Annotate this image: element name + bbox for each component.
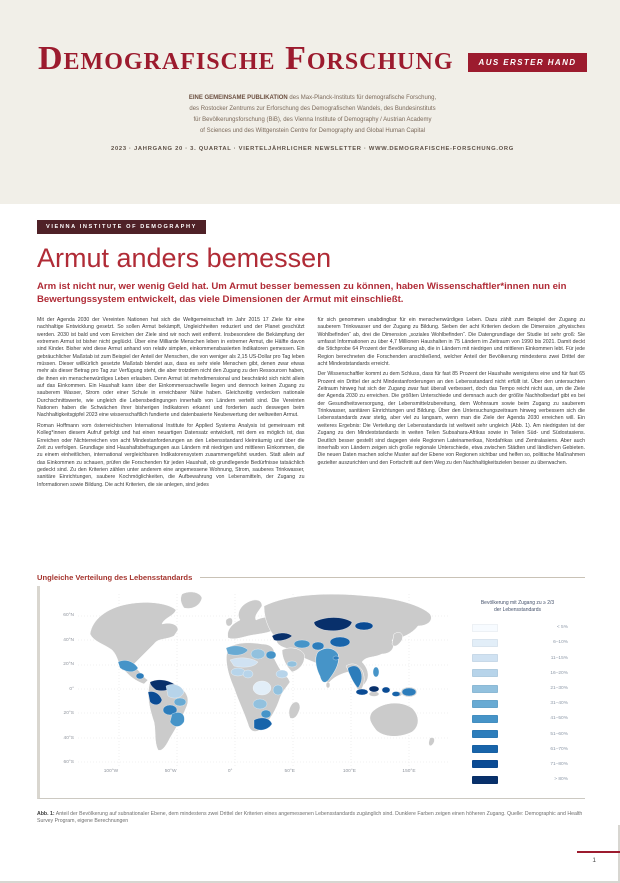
- y-axis-tick: 20°S: [63, 711, 74, 716]
- legend-item: [458, 651, 585, 666]
- paragraph: Roman Hoffmann vom österreichischen International Institute for Applied Systems Analysis ist gemeinsam mit Kolleg*innen diesem Aufruf gefolgt und hat einen neuartigen Datensatz entwickelt, mit dem es möglich ist, das Erreichen oder Nichterreichen von acht Mindestanforderungen an den Lebensstandard kleinräumig und über die Zeit zu verfolgen. Grundlage sind Haushaltsbefragungen aus Ländern mit niedrigen und mittleren Einkommen, die zu einem einheitlichen, international vergleichbaren Indikatorensystem zusammengeführt wurden. Statt allein auf das Einkommen zu schauen, prüfen die Forschenden für jeden Haushalt, ob grundlegende Bedürfnisse tatsächlich gedeckt sind. Zu den Kriterien zählen unter anderem eine angemessene Wohnung, Strom, sauberes Trinkwasser, sanitäre Einrichtungen, saubere Kochmöglichkeiten, die Aufbewahrung von Lebensmitteln, der Zugang zu Informationen sowie Bildung. Die acht Kriterien, die sie anlegen, sind jedes: [37, 422, 305, 488]
- aus-erster-hand-badge: AUS ERSTER HAND: [468, 53, 588, 72]
- legend-swatch: [472, 745, 498, 753]
- y-axis-tick: 60°S: [63, 760, 74, 765]
- map-region: [166, 684, 184, 698]
- map-region: [276, 670, 288, 678]
- legend-label: > 80%: [554, 777, 568, 783]
- body-column-2: [318, 317, 586, 563]
- publisher-line: [38, 93, 587, 104]
- map-region: [312, 642, 324, 650]
- y-axis-tick: 60°N: [63, 613, 74, 618]
- legend-swatch: [472, 639, 498, 647]
- legend-swatch: [472, 700, 498, 708]
- x-axis-tick: 0°: [227, 769, 233, 774]
- legend-item: [458, 742, 585, 757]
- article: [0, 204, 620, 825]
- map-region: [174, 698, 186, 706]
- page-number: 1: [592, 857, 596, 864]
- y-axis-ticks: [42, 613, 74, 765]
- institute-badge: VIENNA INSTITUTE OF DEMOGRAPHY: [37, 220, 206, 234]
- legend-item: [458, 727, 585, 742]
- x-axis-tick: 100°W: [103, 769, 119, 774]
- publisher-line-rest: des Max-Planck-Instituts für demografische Forschung,: [287, 95, 437, 101]
- paragraph: Mit der Agenda 2030 der Vereinten Nationen hat sich die Weltgemeinschaft im Jahr 2015 17 Ziele für eine nachhaltige Entwicklung gesetzt. So sollen Armut bekämpft, Ungleichheiten reduziert und der Planet geschützt werden. 2030 ist bald und vom Erreichen der Ziele sind wir noch weit entfernt. Insbesondere die Bekämpfung der extremen Armut ist bisher nicht geglückt. Über eine Milliarde Menschen leben in extremer Armut, die Hälfte davon sind Kinder. Bisher wird diese Armut anhand von relativ simplen, einkommensbasierten Indikatoren gemessen. Ein gebräuchlicher Maßstab ist zum Beispiel der Anteil der Menschen, die von weniger als 2,15 US-Dollar pro Tag leben müssen. Dieser willkürlich gesetzte Maßstab blendet aus, dass es sehr viele Menschen gibt, denen zwar etwas mehr als dieser Betrag pro Tag zur Verfügung steht, die aber trotzdem nicht den Zugang zu den Ressourcen haben, die ihnen ein menschenwürdiges Leben erlauben. Denn Armut ist mehrdimensional und beschränkt sich nicht allein auf das Einkommen. Ein Haushalt kann über der Einkommensschwelle liegen und dennoch keinen Zugang zu sauberem Wasser, Strom oder einer Schule in erreichbarer Nähe haben. Gleichzeitig verdecken nationale Durchschnittswerte, wie ungleich die Lebensbedingungen innerhalb von Ländern verteilt sind. Die Vereinten Nationen haben die Schwächen ihrer bisherigen Indikatoren erkannt und forderten auch deswegen beim Nachhaltigkeitsgipfel 2023 eine wissenschaftlich fundierte und datenbasierte Neubewertung der weltweiten Armut.: [37, 317, 305, 419]
- legend-item: [458, 666, 585, 681]
- legend-swatch: [472, 776, 498, 784]
- legend-swatch: [472, 669, 498, 677]
- x-axis-tick: 150°E: [402, 769, 416, 774]
- map-region: [392, 692, 400, 697]
- y-axis-tick: 0°: [69, 686, 74, 692]
- figure-box: [37, 586, 585, 799]
- caption-label: Abb. 1:: [37, 811, 55, 817]
- legend-title-line: der Lebensstandards: [494, 606, 541, 613]
- publisher-line: für Bevölkerungsforschung (BiB), des Vienna Institute of Demography / Austrian Academy: [193, 117, 432, 123]
- publisher-lead: EINE GEMEINSAME PUBLIKATION: [188, 95, 288, 101]
- map-region: [333, 656, 339, 660]
- x-axis-tick: 100°E: [342, 769, 356, 774]
- figure-caption: [37, 811, 585, 825]
- footer-rule: [577, 851, 620, 853]
- paragraph: Der Wissenschaftler kommt zu dem Schluss, dass für fast 85 Prozent der Haushalte wenigstens eine und für fast 65 Prozent ein Drittel der acht Mindestanforderungen an den Lebensstandard nicht erfüllt ist. Über den untersuchten Zeitraum hinweg hat sich der Zugang zwar fast überall verbessert, doch das Tempo reicht nicht aus, um die Ziele der Agenda 2030 zu erreichen. Die größten Unterschiede und demnach auch der größte Nachholbedarf gibt es bei der Gesundheitsversorgung, der Lebensmittelzubereitung, dem Wohnraum sowie beim Zugang zu sauberem Trinkwasser, sanitären Einrichtungen und Bildung. Über den Untersuchungszeitraum hinweg verbessern sich die Lebensstandards zwar stetig, aber viel zu langsam, wenn man die Ziele der Agenda 2030 erreichen will. Ein weiteres Ergebnis: Die Verteilung der Lebensstandards ist weltweit sehr ungleich (Abb. 1). Am niedrigsten ist der Zugang zu den Mindeststandards in weiten Teilen Subsahara-Afrikas sowie in Teilen Süd- und Südostasiens. Deutlich besser gestellt sind dagegen viele Regionen Lateinamerikas, Nordafrikas und Zentralasiens. Aber auch innerhalb von Ländern zeigen sich große regionale Unterschiede, etwa zwischen Städten und ländlichen Gebieten. Die neuen Daten machen solche Muster auf der Ebene von Regionen sichtbar und helfen so, politische Maßnahmen gezielter auszurichten und den Fortschritt auf dem Weg zu den Nachhaltigkeitszielen besser zu überwachen.: [317, 371, 585, 466]
- legend-swatch: [472, 654, 498, 662]
- caption-text: Anteil der Bevölkerung auf subnationaler Ebene, dem mindestens zwei Drittel der Kriterien eines angemessenen Lebensstandards zugänglich sind. Dunklere Farben zeigen einen höheren Zugang. Quelle: Demographic and Health Survey Program, eigene Berechnungen: [37, 811, 583, 824]
- masthead: [0, 0, 620, 204]
- publisher-lines: [38, 104, 587, 137]
- figure-rule: [200, 577, 585, 578]
- article-subtitle: Arm ist nicht nur, wer wenig Geld hat. Um Armut besser bemessen zu können, haben Wissenschaftler*innen nun ein Bewertungssystem entwickelt, das viele Dimensionen der Armut mit einschließt.: [37, 281, 567, 305]
- map-plot: [40, 586, 458, 790]
- legend-label: 16–20%: [550, 670, 568, 676]
- map-region: [402, 688, 416, 696]
- legend-label: 31–40%: [550, 701, 568, 707]
- legend-item: [458, 772, 585, 787]
- map-region: [136, 673, 144, 679]
- paragraph: für sich genommen unabdingbar für ein menschenwürdiges Leben. Dazu zählt zum Beispiel der Zugang zu sauberem Trinkwasser und der Zugang zu Bildung. Sieben der acht Kriterien decken die Dimension „physisches Wohlbefinden“ ab, drei die Dimension „soziales Wohlbefinden“. Die Datengrundlage der Studie ist sehr groß: Sie umfasst Informationen zu über 4,7 Millionen Haushalten in 75 Ländern im Zeitraum von 1990 bis 2021. Damit deckt die Stichprobe 64 Prozent der Bevölkerung ab, die in Ländern mit niedrigen und mittleren Einkommen lebt. Für jede Region berechneten die Forschenden anschließend, welcher Anteil der Bevölkerung mindestens zwei Drittel der acht Mindeststandards erreicht.: [317, 317, 585, 368]
- map-region: [251, 649, 265, 659]
- publisher-line: des Rostocker Zentrums zur Erforschung des Demografischen Wandels, des Bundesinstituts: [189, 106, 436, 112]
- issue-meta-line: 2023 · JAHRGANG 20 · 3. QUARTAL · VIERTELJÄHRLICHER NEWSLETTER · WWW.DEMOGRAFISCHE-FORSCHUNG.ORG: [111, 146, 514, 152]
- publisher-line: of Sciences und des Wittgenstein Centre for Demography and Global Human Capital: [199, 128, 426, 134]
- map-region: [369, 686, 379, 692]
- legend-swatch: [472, 715, 498, 723]
- map-region: [330, 637, 350, 647]
- legend-label: 61–70%: [550, 746, 568, 752]
- legend-item: [458, 711, 585, 726]
- y-axis-tick: 40°S: [63, 735, 74, 741]
- legend-label: < 5%: [556, 625, 568, 631]
- legend-swatch: [472, 760, 498, 768]
- map-region: [231, 668, 245, 676]
- map-region: [355, 622, 373, 630]
- map-legend: [458, 586, 585, 798]
- legend-swatch: [472, 730, 498, 738]
- publisher-info: [38, 93, 587, 137]
- y-axis-tick: 40°N: [63, 637, 74, 643]
- map-region: [261, 710, 271, 718]
- legend-items: [458, 620, 585, 787]
- map-region: [266, 651, 276, 659]
- legend-title-line: Bevölkerung mit Zugang zu ≥ 2/3: [480, 600, 555, 606]
- map-region: [356, 689, 368, 695]
- legend-label: 41–50%: [550, 716, 568, 722]
- figure-block: [37, 573, 585, 825]
- newsletter-title: Demografische Forschung: [38, 40, 454, 77]
- map-region: [382, 687, 390, 693]
- x-axis-ticks: [98, 769, 422, 774]
- legend-label: 6–10%: [553, 640, 568, 646]
- y-axis-tick: 20°N: [63, 662, 74, 667]
- map-region: [273, 685, 283, 695]
- map-region: [287, 661, 297, 667]
- legend-title: [458, 600, 577, 613]
- x-axis-tick: 50°E: [284, 769, 296, 774]
- legend-swatch: [472, 685, 498, 693]
- legend-swatch: [472, 624, 498, 632]
- map-region: [243, 670, 253, 678]
- article-body: [37, 317, 585, 563]
- legend-item: [458, 681, 585, 696]
- article-title: Armut anders bemessen: [37, 243, 332, 273]
- legend-label: 21–30%: [550, 686, 568, 692]
- legend-label: 11–15%: [550, 655, 568, 661]
- legend-label: 71–80%: [550, 761, 568, 767]
- map-region: [253, 681, 271, 695]
- legend-item: [458, 696, 585, 711]
- world-map: [78, 586, 450, 782]
- legend-item: [458, 635, 585, 650]
- map-region: [294, 640, 310, 648]
- legend-item: [458, 757, 585, 772]
- map-region: [373, 667, 379, 677]
- map-region: [170, 712, 184, 726]
- body-column-1: [37, 317, 305, 563]
- legend-item: [458, 620, 585, 635]
- figure-title: Ungleiche Verteilung des Lebensstandards: [37, 573, 193, 582]
- map-region: [253, 699, 267, 709]
- x-axis-tick: 50°W: [164, 769, 177, 774]
- legend-label: 51–60%: [550, 731, 568, 737]
